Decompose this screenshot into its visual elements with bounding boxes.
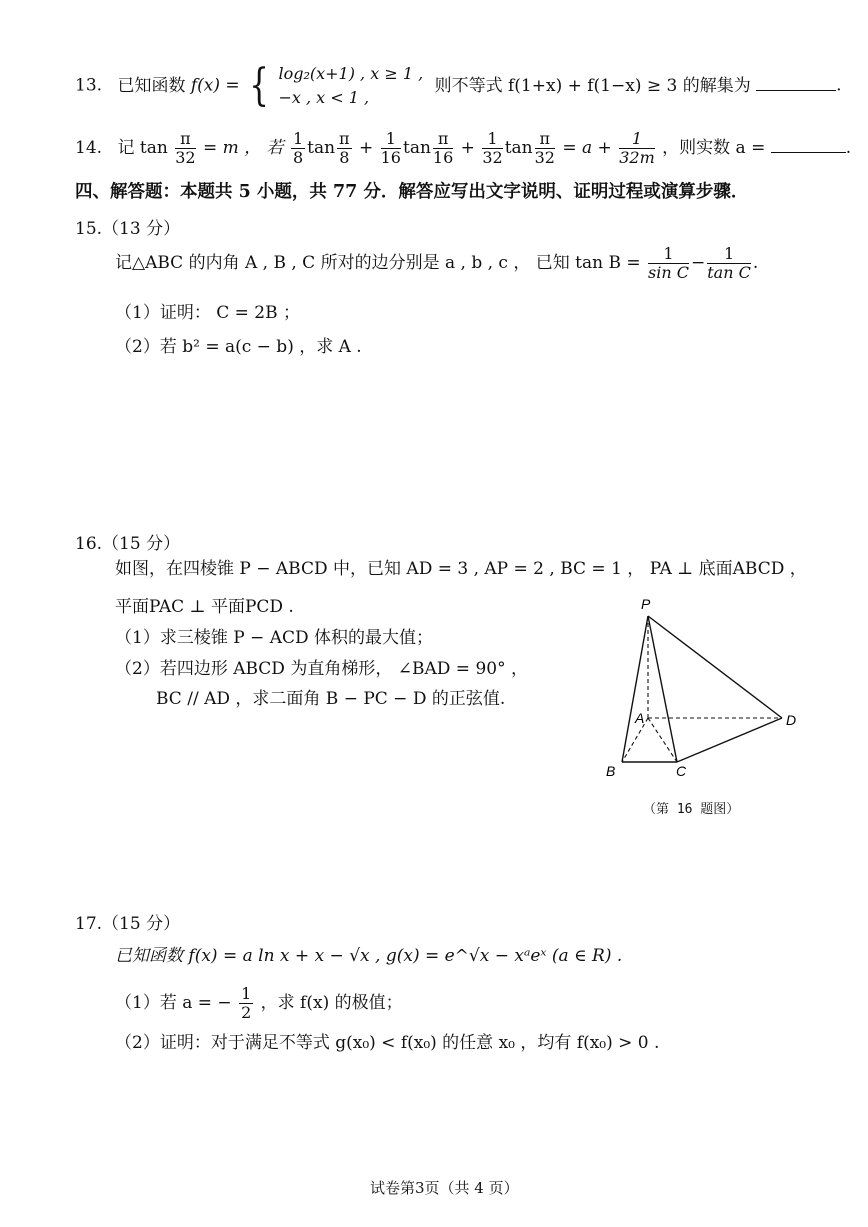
q15-minus: − — [691, 253, 706, 273]
q14-frac-1-32m: $\frac{1}{32m}$ — [619, 129, 655, 167]
q14-tan2: tan — [402, 138, 431, 158]
q17-part1-a: （1）若 a = − — [115, 993, 232, 1013]
q16-number: 16.（15 分） — [75, 534, 181, 554]
q15-end: . — [752, 253, 759, 273]
q15-frac-tanC: $\frac{1}{\text{tan C}}$ — [707, 244, 751, 282]
q14-plus2: + — [460, 138, 475, 158]
label-A: A — [635, 710, 645, 726]
q14-frac-pi8: $\frac{\pi}{8}$ — [339, 129, 350, 167]
q14-frac-pi16: $\frac{\pi}{16}$ — [432, 129, 454, 167]
q13-cases — [278, 62, 423, 110]
q17-part1-b: ，求 f(x) 的极值； — [260, 993, 403, 1013]
q14-tan1: tan — [307, 138, 336, 158]
q14-frac-pi32: $\frac{\pi}{32}$ — [175, 129, 196, 167]
q13-line — [75, 62, 842, 110]
edge-PC — [648, 616, 677, 762]
q14-tail: ，则实数 a = — [662, 138, 766, 158]
q14-frac-1-8: $\frac{1}{8}$ — [292, 129, 304, 167]
q16-part2: （2）若四边形 ABCD 为直角梯形， ∠BAD = 90° ， — [115, 659, 528, 679]
q13-tail: 则不等式 f(1+x) + f(1−x) ≥ 3 的解集为 — [434, 75, 751, 96]
q15-number: 15.（13 分） — [75, 219, 181, 239]
q14-eqa: = a + — [562, 138, 612, 158]
q13-case2: −x , x < 1 , — [278, 88, 370, 107]
q14-plus1: + — [358, 138, 374, 158]
q17-frac-1-2: $\frac{1}{2}$ — [241, 984, 252, 1022]
q13-end: . — [836, 75, 842, 96]
label-B: B — [606, 763, 616, 779]
q14-text1: 记 tan — [117, 138, 168, 158]
q17-part1 — [115, 985, 403, 1022]
q13-brace: { — [249, 60, 269, 111]
q16-stem2: 平面PAC ⊥ 平面PCD . — [115, 597, 294, 617]
q15-stem-line — [115, 245, 758, 282]
q13-fx: f(x) = — [190, 75, 240, 96]
q14-tan3: tan — [504, 138, 533, 158]
q14-line — [75, 130, 851, 167]
q15-stem: 记△ABC 的内角 A , B , C 所对的边分别是 a , b , c ， 已知 tan B = — [115, 253, 641, 273]
section-heading: 四、解答题：本题共 5 小题，共 77 分．解答应写出文字说明、证明过程或演算步骤． — [75, 182, 749, 202]
q14-number: 14. — [75, 138, 103, 158]
figure-caption: （第 16 题图） — [643, 802, 740, 817]
q15-part1: （1）证明： C = 2B ； — [115, 303, 300, 323]
q14-frac-1-16: $\frac{1}{16}$ — [380, 129, 401, 167]
page-footer: 试卷第3页（共 4 页） — [370, 1179, 519, 1197]
edge-CD — [677, 718, 782, 762]
q16-part1: （1）求三棱锥 P − ACD 体积的最大值； — [115, 628, 434, 648]
q13-lead: 已知函数 — [117, 75, 186, 96]
q13-case1: log₂(x+1) , x ≥ 1 , — [278, 64, 424, 83]
q17-stem: 已知函数 f(x) = a ln x + x − √x , g(x) = e^√x − xᵃeˣ (a ∈ R) . — [115, 946, 623, 966]
edge-PD — [648, 616, 782, 718]
q17-number: 17.（15 分） — [75, 914, 181, 934]
q17-part2: （2）证明：对于满足不等式 g(x₀) < f(x₀) 的任意 x₀ ，均有 f(x₀) > 0 . — [115, 1033, 660, 1053]
label-D: D — [786, 712, 797, 728]
q14-frac-pi32b: $\frac{\pi}{32}$ — [534, 129, 555, 167]
edge-PB — [622, 616, 648, 762]
label-P: P — [641, 596, 651, 612]
q13-answer-blank[interactable] — [756, 76, 836, 91]
q14-answer-blank[interactable] — [771, 138, 846, 153]
q14-end: . — [845, 138, 852, 158]
q16-part2b: BC // AD ，求二面角 B − PC − D 的正弦值. — [156, 689, 506, 709]
label-C: C — [676, 763, 687, 779]
q14-eqm: = m ， 若 — [202, 138, 284, 158]
pyramid-figure — [595, 590, 815, 790]
q14-frac-1-32: $\frac{1}{32}$ — [482, 129, 503, 167]
q13-number: 13. — [75, 75, 103, 96]
q16-stem: 如图，在四棱锥 P − ABCD 中，已知 AD = 3 , AP = 2 , BC = 1 ， PA ⊥ 底面ABCD ， — [115, 559, 807, 579]
q15-part2: （2）若 b² = a(c − b) ，求 A . — [115, 337, 362, 357]
q15-frac-sinC: $\frac{1}{\text{sin C}}$ — [648, 244, 689, 282]
